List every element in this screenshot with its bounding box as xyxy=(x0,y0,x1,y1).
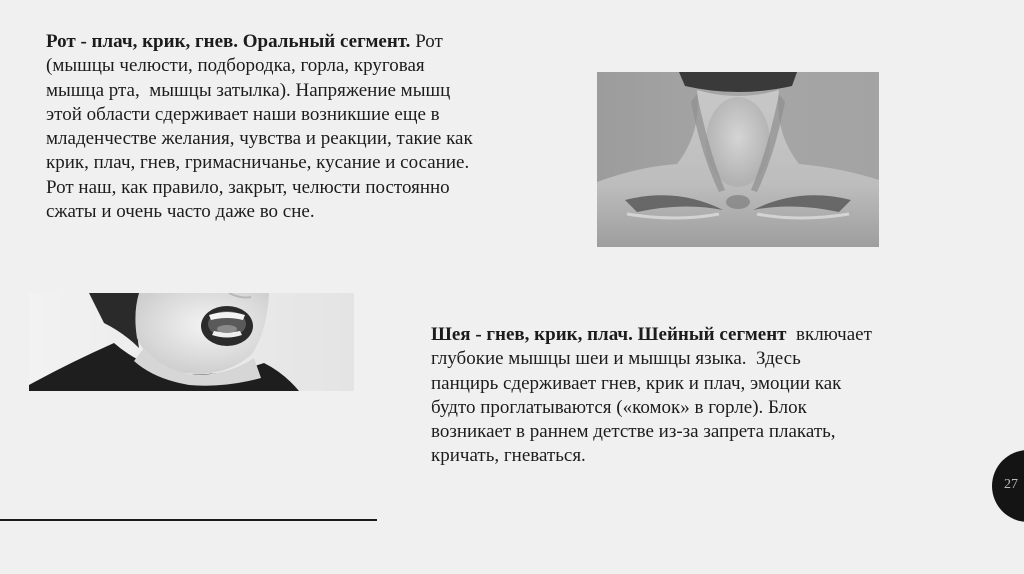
mouth-segment-line-3: мышца рта, мышцы затылка). Напряжение мышц xyxy=(46,79,451,101)
neck-photo xyxy=(597,72,879,247)
bottom-divider xyxy=(0,519,377,521)
mouth-segment-line-6: крик, плач, гнев, гримасничанье, кусание и сосание. xyxy=(46,152,470,174)
neck-segment-line-2: глубокие мышцы шеи и мышцы языка. Здесь xyxy=(431,348,801,370)
neck-segment-heading: Шея - гнев, крик, плач. Шейный сегмент xyxy=(431,324,787,345)
mouth-segment-line-7: Рот наш, как правило, закрыт, челюсти постоянно xyxy=(46,176,450,198)
mouth-segment-line-8: сжаты и очень часто даже во сне. xyxy=(46,201,315,223)
neck-segment-line-1-rest: включает xyxy=(786,324,872,345)
mouth-segment-line-1-rest: Рот xyxy=(410,31,443,52)
page-number: 27 xyxy=(1004,477,1018,492)
neck-segment-line-1 xyxy=(431,323,951,347)
mouth-segment-text xyxy=(46,30,536,224)
neck-segment-text xyxy=(431,323,951,469)
mouth-segment-line-4: этой области сдерживает наши возникшие еще в xyxy=(46,103,440,125)
neck-illustration xyxy=(597,72,879,247)
neck-segment-line-6: кричать, гневаться. xyxy=(431,445,586,467)
mouth-segment-line-5: младенчестве желания, чувства и реакции, такие как xyxy=(46,128,473,150)
neck-segment-line-4: будто проглатываются («комок» в горле). Блок xyxy=(431,396,807,418)
mouth-segment-line-2: (мышцы челюсти, подбородка, горла, круговая xyxy=(46,55,425,77)
mouth-photo xyxy=(29,293,354,391)
mouth-segment-heading: Рот - плач, крик, гнев. Оральный сегмент. xyxy=(46,31,411,52)
mouth-illustration xyxy=(29,293,354,391)
mouth-segment-line-1 xyxy=(46,30,536,54)
neck-segment-line-3: панцирь сдерживает гнев, крик и плач, эмоции как xyxy=(431,372,842,394)
neck-segment-line-5: возникает в раннем детстве из-за запрета плакать, xyxy=(431,421,836,443)
